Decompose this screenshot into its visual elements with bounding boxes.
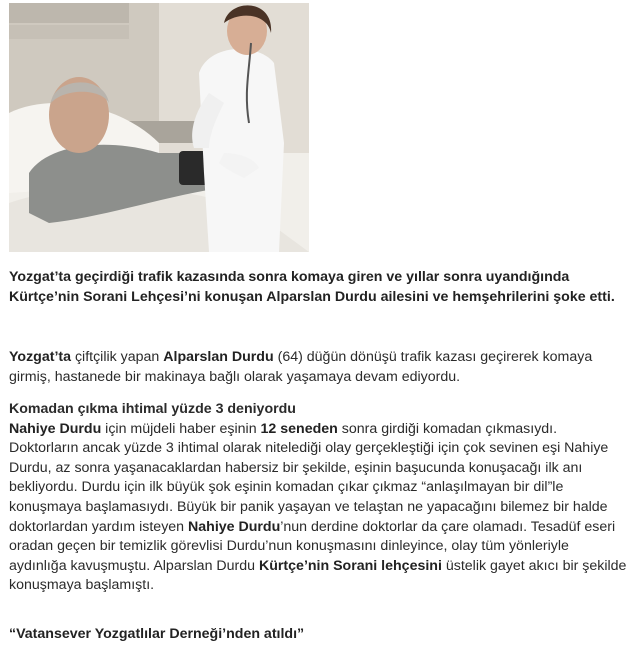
bold-place: Yozgat’ta (9, 349, 72, 365)
bold-name: Nahiye Durdu (9, 420, 102, 437)
section-heading: Komadan çıkma ihtimal yüzde 3 deniyordu (9, 401, 296, 417)
bold-name: Alparslan Durdu (163, 349, 274, 365)
article-lead: Yozgat’ta geçirdiği trafik kazasında sonra komaya giren ve yıllar sonra uyandığında Kürtçe’nin Sorani Lehçesi’ni konuşan Alparslan Durdu ailesini ve hemşehrilerini şoke etti. (9, 269, 615, 305)
hospital-photo-icon (9, 3, 309, 252)
text-span: çiftçilik yapan (71, 349, 164, 365)
text-span: üstelik gayet akıcı bir şekilde konuşmaya başlamıştı. (9, 557, 627, 594)
text-span: ’nun derdine doktorlar da çare olamadı. Tesadüf eseri oradan geçen bir temizlik görevlisi Durdu’nun konuşmasını dinleyince, olay tüm yönleriyle aydınlığa kavuşmuştu. Alparslan Durdu (9, 518, 616, 574)
bold-duration: 12 seneden (260, 420, 338, 437)
article-photo (9, 3, 309, 252)
section-heading-2: “Vatansever Yozgatlılar Derneği’nden atıldı” (9, 626, 305, 642)
text-span: sonra girdiği komadan çıkmasıydı. Doktorların ancak yüzde 3 ihtimal olarak nitelediği olay gerçekleştiği için çok sevinen eşi Nahiye Durdu, az sonra yaşanacaklardan habersiz bir şekilde, eşinin başucunda konuşacağı ilk anı bekliyordu. Durdu için ilk büyük şok eşinin komadan çıkar çıkmaz “anlaşılmayan bir dil”le konuşmaya başlamasıydı. Büyük bir panik yaşayan ve telaştan ne yapacağını bilemez bir halde doktorlardan yardım isteyen (9, 420, 609, 535)
bold-name: Nahiye Durdu (188, 518, 281, 535)
bold-language: Kürtçe’nin Sorani lehçesini (259, 557, 442, 574)
article-paragraph-1 (9, 348, 629, 387)
article-section-1 (9, 400, 629, 596)
text-span: için müjdeli haber eşinin (101, 420, 261, 437)
text-span: (64) düğün dönüşü trafik kazası geçirerek komaya girmiş, hastanede bir makinaya bağlı olarak yaşamaya devam ediyordu. (9, 349, 593, 385)
